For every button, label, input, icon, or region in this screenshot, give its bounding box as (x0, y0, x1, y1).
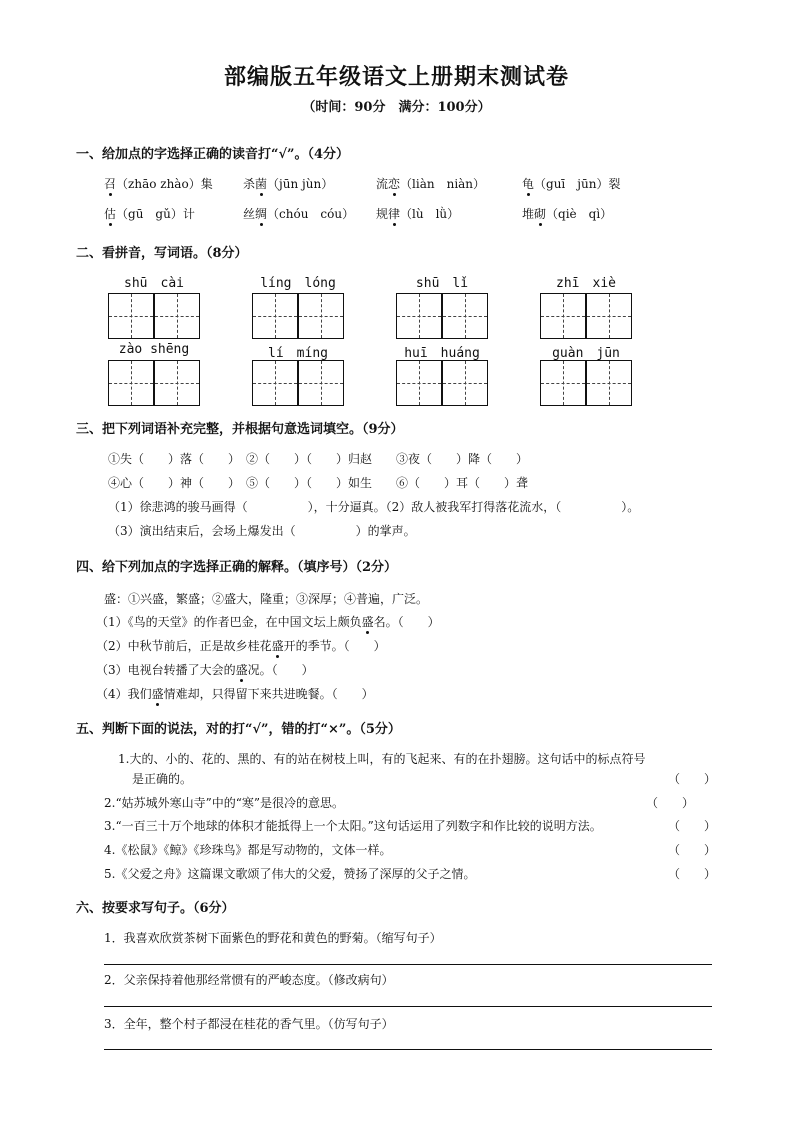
section-4-heading: 四、给下列加点的字选择正确的解释。（填序号）（2分） (76, 560, 398, 575)
writing-box[interactable] (540, 293, 586, 339)
section-6-heading: 六、按要求写句子。（6分） (76, 901, 235, 916)
section-5-heading: 五、判断下面的说法，对的打“√”，错的打“×”。（5分） (76, 722, 401, 737)
writing-box[interactable] (298, 360, 344, 406)
pinyin-label-3: shū lǐ (415, 276, 469, 291)
writing-box[interactable] (396, 360, 442, 406)
judge-question-3: 3.“一百三十万个地球的体积才能抵得上一个太阳。”这句话运用了列数字和作比较的说明方法。 (104, 819, 602, 833)
answer-paren[interactable]: （ ） (668, 867, 717, 881)
pinyin-choice-8: 堆砌（qiè qì） (522, 207, 613, 221)
answer-paren[interactable]: （ ） (668, 843, 717, 857)
pinyin-label-2: líng lóng (260, 276, 336, 291)
writing-box[interactable] (252, 360, 298, 406)
answer-paren[interactable]: （ ） (646, 796, 695, 810)
answer-paren[interactable]: （ ） (668, 772, 717, 786)
writing-box[interactable] (586, 293, 632, 339)
pinyin-label-4: zhī xiè (556, 276, 616, 291)
writing-box[interactable] (108, 293, 154, 339)
answer-line[interactable] (104, 1049, 712, 1050)
page-subtitle: （时间：90分 满分：100分） (302, 100, 491, 115)
judge-question-1: 1.大的、小的、花的、黑的、有的站在树枝上叫，有的飞起来、有的在扑翅膀。这句话中的标点符号 (118, 752, 646, 766)
pinyin-label-6: lí míng (268, 346, 328, 361)
pinyin-choice-7: 规律（lù lǜ） (376, 207, 460, 221)
pinyin-label-5: zào shēng (118, 342, 190, 357)
writing-box[interactable] (442, 360, 488, 406)
sentence-task-2: 2．父亲保持着他那经常惯有的严峻态度。（修改病句） (104, 973, 394, 987)
judge-question-5: 5.《父爱之舟》这篇课文歌颂了伟大的父爱，赞扬了深厚的父子之情。 (104, 867, 476, 881)
pinyin-label-1: shū cài (124, 276, 184, 291)
writing-box[interactable] (442, 293, 488, 339)
answer-line[interactable] (104, 964, 712, 965)
answer-paren[interactable]: （ ） (668, 819, 717, 833)
writing-box[interactable] (540, 360, 586, 406)
definition-question-1: （1）《鸟的天堂》的作者巴金，在中国文坛上颇负盛名。（ ） (96, 615, 440, 629)
section-1-heading: 一、给加点的字选择正确的读音打“√”。（4分） (76, 147, 350, 162)
judge-question-2: 2.“姑苏城外寒山寺”中的“寒”是很冷的意思。 (104, 796, 344, 810)
section-2-heading: 二、看拼音，写词语。（8分） (76, 246, 248, 261)
section-3-heading: 三、把下列词语补充完整，并根据句意选词填空。（9分） (76, 422, 404, 437)
definition-question-4: （4）我们盛情难却，只得留下来共进晚餐。（ ） (96, 687, 374, 701)
page-title: 部编版五年级语文上册期末测试卷 (223, 64, 569, 90)
idiom-fill-row-1: ①失（ ）落（ ） ②（ ）（ ）归赵 ③夜（ ）降（ ） (108, 452, 529, 466)
idiom-sentence-2: （3）演出结束后，会场上爆发出（ ）的掌声。 (108, 524, 416, 538)
sentence-task-3: 3．全年，整个村子都浸在桂花的香气里。（仿写句子） (104, 1017, 394, 1031)
writing-box[interactable] (586, 360, 632, 406)
pinyin-choice-5: 估（gū gǔ）计 (104, 207, 195, 221)
pinyin-choice-4: 龟（guī jūn）裂 (522, 177, 621, 191)
pinyin-choice-2: 杀菌（jūn jùn） (243, 177, 334, 191)
definition-question-3: （3）电视台转播了大会的盛况。（ ） (96, 663, 314, 677)
answer-line[interactable] (104, 1006, 712, 1007)
sentence-task-1: 1．我喜欢欣赏茶树下面紫色的野花和黄色的野菊。（缩写句子） (104, 931, 442, 945)
writing-box[interactable] (154, 293, 200, 339)
writing-box[interactable] (108, 360, 154, 406)
judge-question-1-cont: 是正确的。 (132, 772, 193, 786)
writing-box[interactable] (154, 360, 200, 406)
pinyin-choice-3: 流恋（liàn niàn） (376, 177, 486, 191)
writing-box[interactable] (396, 293, 442, 339)
judge-question-4: 4.《松鼠》《鲸》《珍珠鸟》都是写动物的，文体一样。 (104, 843, 392, 857)
pinyin-choice-6: 丝绸（chóu cóu） (243, 207, 355, 221)
pinyin-choice-1: 召（zhāo zhào）集 (104, 177, 213, 191)
writing-box[interactable] (252, 293, 298, 339)
writing-box[interactable] (298, 293, 344, 339)
definition-question-2: （2）中秋节前后，正是故乡桂花盛开的季节。（ ） (96, 639, 386, 653)
pinyin-label-7: huī huáng (404, 346, 480, 361)
idiom-fill-row-2: ④心（ ）神（ ） ⑤（ ）（ ）如生 ⑥（ ）耳（ ）聋 (108, 476, 529, 490)
idiom-sentence-1: （1）徐悲鸿的骏马画得（ ），十分逼真。（2）敌人被我军打得落花流水，（ ）。 (108, 500, 640, 514)
pinyin-label-8: guàn jūn (552, 346, 620, 361)
definition-list: 盛：①兴盛，繁盛；②盛大，隆重；③深厚；④普遍，广泛。 (104, 592, 429, 606)
